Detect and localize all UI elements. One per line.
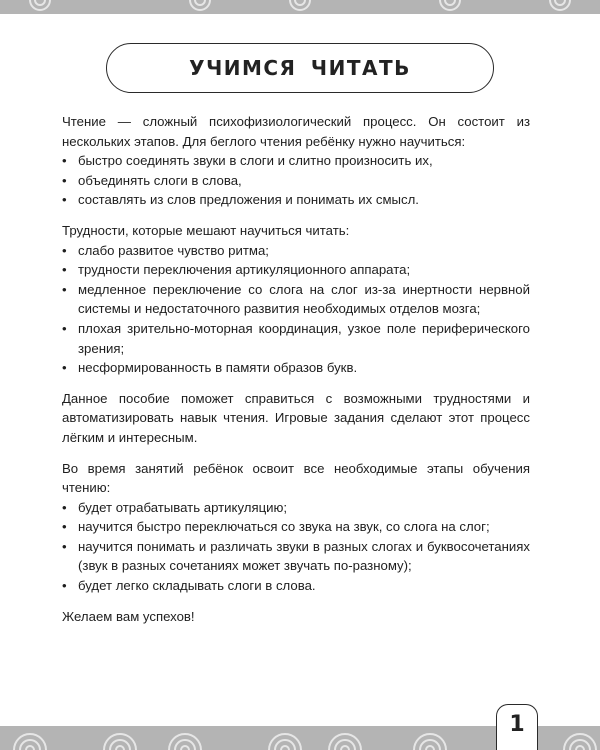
closing-paragraph: Желаем вам успехов! [62,608,195,624]
list-item: • будет легко складывать слоги в слова. [62,576,530,596]
top-decorative-band [0,0,600,14]
list-item: • медленное переключение со слога на слог из-за инертности нервной системы и недостаточного развития необходимых отделов мозга; [62,280,530,319]
outcomes-list [62,498,530,596]
page-title-frame [106,43,494,93]
intro-list [62,151,530,210]
list-item: • будет отрабатывать артикуляцию; [62,498,530,518]
page-number-tab [496,704,538,750]
list-item: • составлять из слов предложения и понимать их смысл. [62,190,530,210]
page-title: УЧИМСЯ ЧИТАТЬ [189,56,411,80]
main-text [62,112,530,626]
difficulties-paragraph: Трудности, которые мешают научиться читать: [62,222,350,238]
list-item: • плохая зрительно-моторная координация, узкое поле периферического зрения; [62,319,530,358]
difficulties-list [62,241,530,378]
list-item: • научится быстро переключаться со звука на звук, со слога на слог; [62,517,530,537]
list-item: • трудности переключения артикуляционного аппарата; [62,260,530,280]
outcomes-paragraph: Во время занятий ребёнок освоит все необходимые этапы обучения чтению: [62,460,530,496]
intro-paragraph: Чтение — сложный психофизиологический процесс. Он состоит из нескольких этапов. Для беглого чтения ребёнку нужно научиться: [62,114,530,149]
page-number: 1 [509,712,525,737]
swirl-pattern-top [0,0,600,14]
list-item: • быстро соединять звуки в слоги и слитно произносить их, [62,151,530,171]
list-item: • научится понимать и различать звуки в разных слогах и буквосочетаниях (звук в разных сочетаниях может звучать по-разному); [62,537,530,576]
manual-paragraph: Данное пособие поможет справиться с возможными трудностями и автоматизировать навык чтения. Игровые задания сделают этот процесс лёгким и интересным. [62,390,530,445]
list-item: • несформированность в памяти образов букв. [62,358,530,378]
list-item: • объединять слоги в слова, [62,171,530,191]
list-item: • слабо развитое чувство ритма; [62,241,530,261]
